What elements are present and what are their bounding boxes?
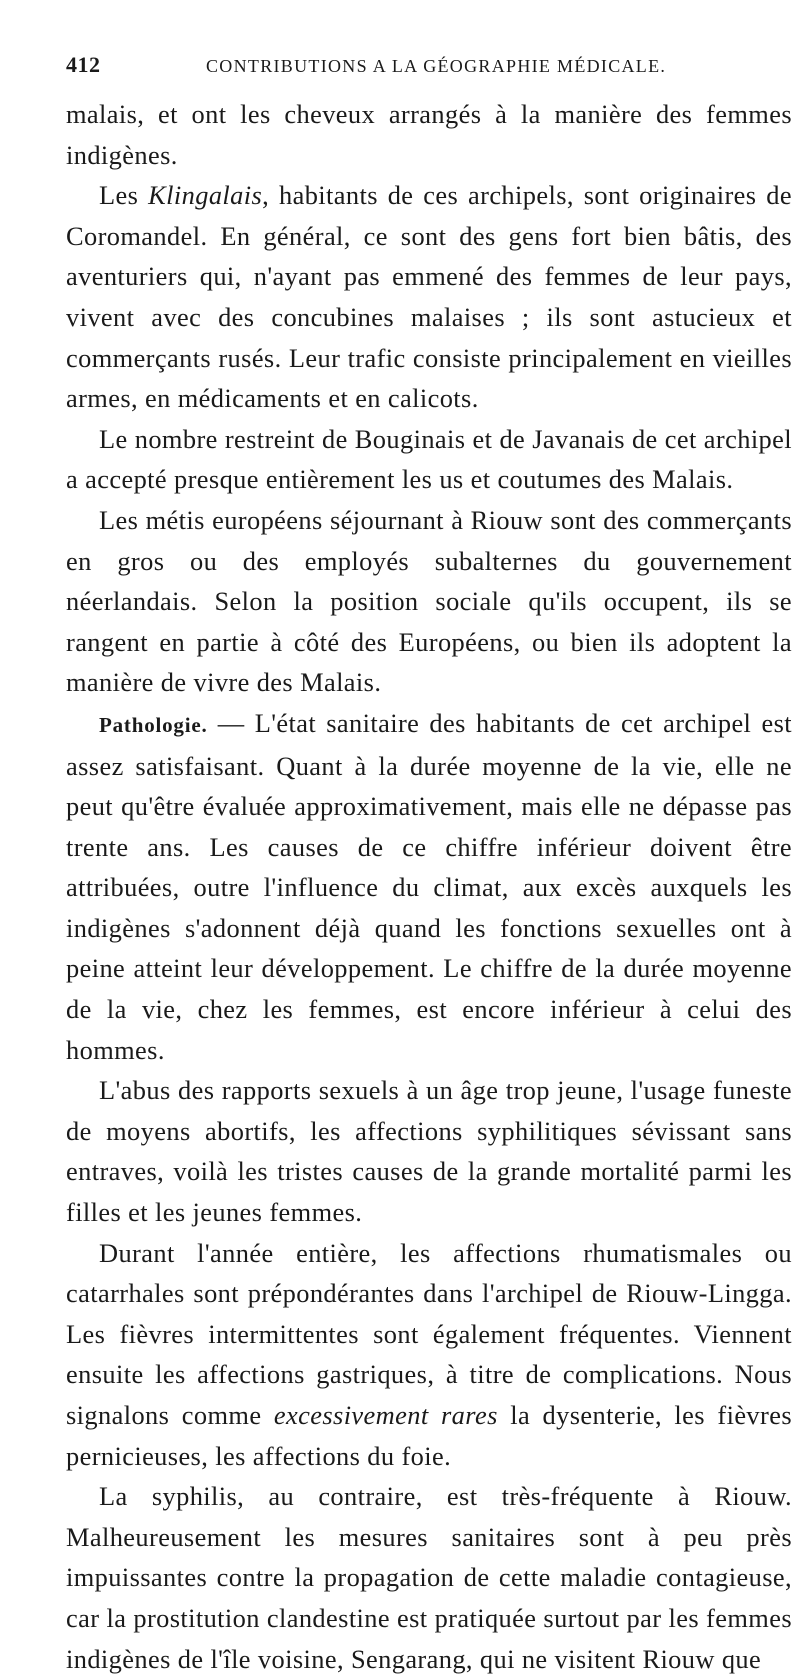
- paragraph-text: Les: [99, 180, 149, 211]
- italic-text: Klingalais: [148, 180, 263, 211]
- paragraph-text: La syphilis, au contraire, est très-fréquente à Riouw. Malheureusement les mesures sanitaires sont à peu près impuissantes contre la propagation de cette maladie contagieuse, car la prostitution clandestine est pratiquée surtout par les femmes indigènes de l'île voisine, Sengarang, qui ne visitent Riouw que: [66, 1481, 792, 1674]
- paragraph-text: L'abus des rapports sexuels à un âge trop jeune, l'usage funeste de moyens abortifs, les affections syphilitiques sévissant sans entraves, voilà les tristes causes de la grande mortalité parmi les filles et les jeunes femmes.: [66, 1075, 792, 1228]
- section-heading: Pathologie.: [99, 712, 208, 737]
- paragraph: [66, 419, 792, 500]
- paragraph-text: Le nombre restreint de Bouginais et de Javanais de cet archipel a accepté presque entièrement les us et coutumes des Malais.: [66, 423, 792, 495]
- paragraph-text: Durant l'année entière, les affections rhumatismales ou catarrhales sont prépondérantes dans l'archipel de Riouw-Lingga. Les fièvres intermittentes sont également fréquentes. Viennent ensuite les affections gastriques, à titre de complications. Nous signalons comme: [66, 1237, 792, 1430]
- paragraph: [66, 1070, 792, 1232]
- paragraph: [66, 1233, 792, 1477]
- paragraph-text: Les métis européens séjournant à Riouw sont des commerçants en gros ou des employés subalternes du gouvernement néerlandais. Selon la position sociale qu'ils occupent, ils se rangent en partie à côté des Européens, ou bien ils adoptent la manière de vivre des Malais.: [66, 504, 792, 698]
- paragraph: [66, 1476, 792, 1679]
- italic-text: excessivement rares: [273, 1400, 498, 1430]
- page-number: 412: [66, 52, 101, 77]
- paragraph: [66, 703, 792, 1070]
- paragraph-text: malais, et ont les cheveux arrangés à la manière des femmes indigènes.: [66, 99, 792, 170]
- paragraph-text: la dysenterie, les fièvres pernicieuses, les affections du foie.: [66, 1400, 793, 1471]
- paragraph: [66, 175, 792, 419]
- paragraph-text: — L'état sanitaire des habitants de cet archipel est assez satisfaisant. Quant à la durée moyenne de la vie, elle ne peut qu'être évaluée approximativement, mais elle ne dépasse pas trente ans. Les causes de ce chiffre inférieur doivent être attribuées, outre l'influence du climat, aux excès auxquels les indigènes s'adonnent déjà quand les fonctions sexuelles ont à peine atteint leur développement. Le chiffre de la durée moyenne de la vie, chez les femmes, est encore inférieur à celui des hommes.: [66, 707, 792, 1065]
- body-text: [66, 94, 792, 1679]
- running-title: CONTRIBUTIONS A LA GÉOGRAPHIE MÉDICALE.: [206, 56, 667, 76]
- paragraph-text: , habitants de ces archipels, sont originaires de Coromandel. En général, ce sont des gens fort bien bâtis, des aventuriers qui, n'ayant pas emmené des femmes de leur pays, vivent avec des concubines malaises ; ils sont astucieux et commerçants rusés. Leur trafic consiste principalement en vieilles armes, en médicaments et en calicots.: [66, 180, 792, 414]
- running-head: [66, 52, 792, 92]
- paragraph: [66, 94, 792, 175]
- paragraph: [66, 500, 792, 703]
